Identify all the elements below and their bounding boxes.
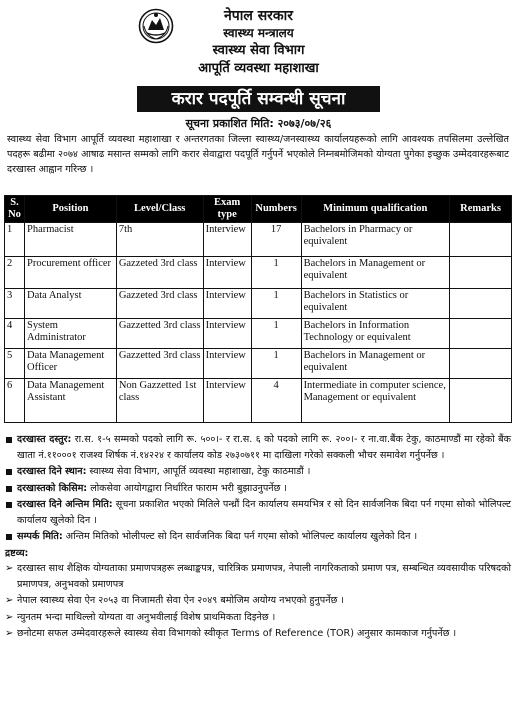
table-row xyxy=(5,319,512,349)
cell-remarks xyxy=(450,349,512,379)
bullet-square-icon xyxy=(6,469,12,475)
cell-sno: 2 xyxy=(5,257,25,289)
cell-exam-type: Interview xyxy=(203,223,251,257)
cell-remarks xyxy=(450,257,512,289)
cell-level: Gazzeted 3rd class xyxy=(116,257,203,289)
cell-qualification: Bachelors in Management or equivalent xyxy=(301,349,449,379)
cell-exam-type: Interview xyxy=(203,289,251,319)
note-deadline: दरखास्त दिने अन्तिम मिति: सूचना प्रकाशित भएको मितिले पन्ध्रौं दिन कार्यालय समयभित्र र सो दिन सार्वजनिक बिदा पर्न गएमा सोको भोलिपल्ट कार्यालय खुलेको दिन । xyxy=(5,497,511,528)
note-application-place: दरखास्त दिने स्थान: स्वास्थ्य सेवा विभाग, आपूर्ति व्यवस्था महाशाखा, टेकु काठमाडौं । xyxy=(5,464,511,480)
arrow-bullet-icon: ➢ xyxy=(5,628,14,639)
table-row xyxy=(5,379,512,423)
cell-numbers: 1 xyxy=(251,289,301,319)
table-row xyxy=(5,289,512,319)
cell-numbers: 4 xyxy=(251,379,301,423)
table-header-row xyxy=(5,196,512,223)
cell-qualification: Intermediate in computer science, Management or equivalent xyxy=(301,379,449,423)
cell-remarks xyxy=(450,223,512,257)
cell-remarks xyxy=(450,319,512,349)
col-header-exam-type: Exam type xyxy=(203,196,251,223)
cell-numbers: 1 xyxy=(251,349,301,379)
remark-item: ➢ छनोटमा सफल उम्मेदवारहरूले स्वास्थ्य सेवा विभागको स्वीकृत Terms of Reference (TOR) अनुसार कामकाज गर्नुपर्नेछ । xyxy=(5,628,457,639)
cell-exam-type: Interview xyxy=(203,349,251,379)
cell-sno: 3 xyxy=(5,289,25,319)
bullet-square-icon xyxy=(6,534,12,540)
header-department: स्वास्थ्य सेवा विभाग xyxy=(212,43,305,58)
col-header-sno: S. No xyxy=(5,196,25,223)
table-row xyxy=(5,223,512,257)
table-row xyxy=(5,257,512,289)
cell-qualification: Bachelors in Management or equivalent xyxy=(301,257,449,289)
note-application-fee: दरखास्त दस्तुर: रा.स. १-५ सम्मको पदको लागि रू. ५००।- र रा.स. ६ को पदको लागि रू. २००।- र ना.वा.बैंक टेकु, काठमाण्डौं मा रहेको बैंक खाता नं.११०००१ राजश्व शिर्षक नं.१४२२४ र कार्यालय कोड २७३०७११ मा दाखिला गरेको सक्कली भौचर समावेश गर्नुपर्नेछ । xyxy=(5,432,511,463)
col-header-remarks: Remarks xyxy=(450,196,512,223)
note-application-type: दरखास्तको किसिम: लोकसेवा आयोगद्वारा निर्धारित फाराम भरी बुझाउनुपर्नेछ । xyxy=(5,481,511,497)
bullet-square-icon xyxy=(6,437,12,443)
cell-level: Gazzetted 3rd class xyxy=(116,349,203,379)
remark-item: ➢ न्युनतम भन्दा माथिल्लो योग्यता वा अनुभवीलाई विशेष प्राथमिकता दिइनेछ । xyxy=(5,611,276,623)
cell-numbers: 17 xyxy=(251,223,301,257)
cell-position: System Administrator xyxy=(24,319,116,349)
col-header-position: Position xyxy=(24,196,116,223)
cell-sno: 6 xyxy=(5,379,25,423)
cell-position: Procurement officer xyxy=(24,257,116,289)
note-contact-date: सम्पर्क मिति: अन्तिम मितिको भोलीपल्ट सो दिन सार्वजनिक बिदा पर्न गएमा सोको भोलिपल्ट कार्यालय खुलेको दिन । xyxy=(5,529,511,545)
cell-numbers: 1 xyxy=(251,319,301,349)
cell-remarks xyxy=(450,289,512,319)
cell-exam-type: Interview xyxy=(203,257,251,289)
cell-sno: 4 xyxy=(5,319,25,349)
intro-paragraph: स्वास्थ्य सेवा विभाग आपूर्ति व्यवस्था महाशाखा र अन्तरगतका जिल्ला स्वास्थ्य/जनस्वास्थ्य कार्यालयहरूको लागि आवश्यक तपसिलमा उल्लेखित पदहरू बढीमा २०७४ आषाढ मसान्त सम्मको लागि करार सेवाद्वारा पदपूर्ति गर्नुपर्ने भएकोले निम्नबमोजिमको योग्यता पुगेका इच्छुक उम्मेदवारहरूबाट दरखास्त आह्वान गरिन्छ । xyxy=(7,134,509,175)
col-header-qualification: Minimum qualification xyxy=(301,196,449,223)
cell-qualification: Bachelors in Information Technology or equivalent xyxy=(301,319,449,349)
cell-level: Gazzetted 3rd class xyxy=(116,319,203,349)
table-row xyxy=(5,349,512,379)
cell-position: Pharmacist xyxy=(24,223,116,257)
arrow-bullet-icon: ➢ xyxy=(5,595,14,606)
col-header-level: Level/Class xyxy=(116,196,203,223)
cell-level: 7th xyxy=(116,223,203,257)
remarks-heading: द्रष्टव्य: xyxy=(5,547,29,559)
cell-sno: 5 xyxy=(5,349,25,379)
cell-exam-type: Interview xyxy=(203,379,251,423)
cell-position: Data Management Assistant xyxy=(24,379,116,423)
cell-remarks xyxy=(450,379,512,423)
cell-position: Data Management Officer xyxy=(24,349,116,379)
remark-item: ➢ नेपाल स्वास्थ्य सेवा ऐन २०५३ वा निजामती सेवा ऐन २०४९ बमोजिम अयोग्य नभएको हुनुपर्नेछ । xyxy=(5,595,344,606)
remark-item: ➢ दरखास्त साथ शैक्षिक योग्यताका प्रमाणपत्रहरू लब्धाङ्कपत्र, चारित्रिक प्रमाणपत्र, नेपाली नागरिकताको प्रमाण पत्र, सम्बन्धित व्यवसायीक परिषदको प्रमाणपत्र, अनुभवको प्रमाणपत्र xyxy=(5,563,511,590)
published-date: सूचना प्रकाशित मिति: २०७३/०७/२६ xyxy=(185,117,332,130)
col-header-numbers: Numbers xyxy=(251,196,301,223)
header-ministry: स्वास्थ्य मन्त्रालय xyxy=(223,26,294,40)
cell-sno: 1 xyxy=(5,223,25,257)
header-division: आपूर्ति व्यवस्था महाशाखा xyxy=(198,61,319,76)
header-govt: नेपाल सरकार xyxy=(223,8,293,24)
notes-section xyxy=(5,432,511,643)
bullet-square-icon xyxy=(6,486,12,492)
bullet-square-icon xyxy=(6,502,12,508)
cell-qualification: Bachelors in Statistics or equivalent xyxy=(301,289,449,319)
vacancy-table xyxy=(4,195,512,423)
notice-title-banner: करार पदपूर्ति सम्वन्धी सूचना xyxy=(137,86,380,112)
cell-exam-type: Interview xyxy=(203,319,251,349)
cell-numbers: 1 xyxy=(251,257,301,289)
cell-level: Non Gazzetted 1st class xyxy=(116,379,203,423)
cell-qualification: Bachelors in Pharmacy or equivalent xyxy=(301,223,449,257)
cell-position: Data Analyst xyxy=(24,289,116,319)
arrow-bullet-icon: ➢ xyxy=(5,563,14,574)
cell-level: Gazzeted 3rd class xyxy=(116,289,203,319)
arrow-bullet-icon: ➢ xyxy=(5,611,14,623)
